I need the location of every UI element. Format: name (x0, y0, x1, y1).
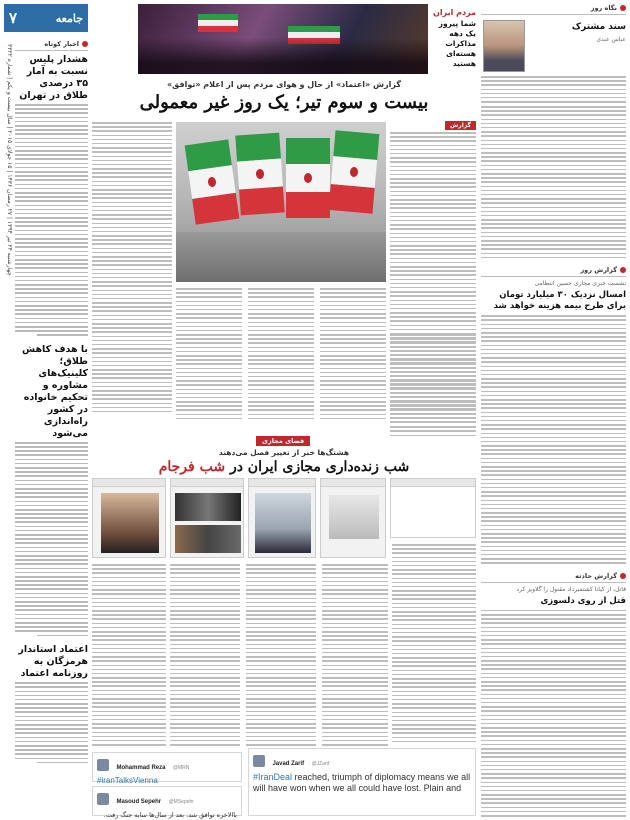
virtual-story-body (246, 564, 316, 746)
main-column (92, 4, 476, 819)
news-headline: امسال نزدیک ۳۰ میلیارد تومان برای طرح بیمه هزینه خواهد شد (493, 290, 626, 312)
tweet-card (92, 786, 242, 819)
tweet-text: reached, triumph of diplomacy means we all will have won when we all could have lost. Plain and (253, 772, 471, 793)
top-story (428, 8, 476, 69)
social-screenshot (170, 478, 244, 558)
virtual-story-kicker: هشتگ‌ها خبر از تغییر فصل می‌دهند (218, 448, 350, 457)
news-tag (481, 266, 626, 277)
left-story-body (15, 442, 88, 636)
tweet-text: باالاخره توافق شد. بعد از سال‌ها سایه جنگ رفت. (103, 811, 237, 819)
left-story-headline: با هدف کاهش طلاق؛ کلینیک‌های مشاوره و تحکیم خانواده در کشور راه‌اندازی می‌شود (22, 343, 88, 439)
editorial-author: عباس عبدی (596, 36, 626, 43)
virtual-story-body (170, 564, 240, 746)
flag-icon (286, 138, 330, 218)
flag-icon (198, 14, 238, 32)
date-line: چهارشنبه ۲۴ تیر ۱۳۹۴ | ۲۷ رمضان ۱۴۳۶ | ۱۵ جولای ۲۰۱۵ | سال بیست و یکم | شماره ۳۳۲۲ (6, 44, 13, 276)
flag-icon (329, 130, 380, 214)
virtual-story-body (392, 544, 476, 742)
bullet-icon (620, 5, 626, 11)
left-story-body (15, 682, 88, 763)
left-column (4, 4, 88, 816)
virtual-story-body (322, 564, 388, 746)
right-column (481, 4, 626, 816)
virtual-headline-prefix: شب زنده‌داری مجازی ایران در (229, 459, 410, 475)
tweet-card (92, 752, 242, 785)
incident-body (481, 610, 626, 817)
incident-headline: قتل از روی دلسوزی (540, 595, 626, 606)
editorial-tag (481, 4, 626, 15)
report-tag: گزارش (445, 121, 476, 130)
short-news-tag (15, 40, 88, 51)
left-story-headline: اعتماد استاندار هرمزگان به روزنامه اعتماد (18, 644, 88, 680)
virtual-headline-highlight: شب فرجام (158, 459, 226, 475)
main-story-headline: بیست و سوم تیر؛ یک روز غیر معمولی (139, 92, 429, 113)
tweet-handle: @MRN (172, 765, 190, 771)
left-story-body (15, 104, 88, 336)
incident-tag-label: گزارش حادثه (575, 571, 617, 580)
page-number: ۷ (9, 10, 18, 27)
main-story-body (176, 288, 242, 419)
tweet-author: Javad Zarif (272, 761, 305, 767)
short-news (15, 36, 88, 763)
top-story-kicker: مردم ایران (433, 8, 476, 17)
bullet-icon (620, 267, 626, 273)
author-portrait (483, 20, 525, 72)
masthead (4, 4, 88, 32)
main-story-body (92, 122, 172, 412)
tweet-author: Masoud Sepehr (116, 799, 162, 805)
section-name: جامعه (55, 11, 83, 25)
news-kicker: نشست خبری مجازی حسین انتظامی (534, 280, 626, 288)
virtual-section-tag: فضای مجازی (256, 436, 310, 446)
short-news-label: اخبار کوتاه (44, 40, 79, 48)
incident-kicker: قاتل، از کیانا کشتمیرداد مقتول را گلاویز کرد (516, 585, 626, 593)
main-story-body (320, 288, 386, 419)
virtual-story-body (92, 564, 166, 746)
bullet-icon (620, 573, 626, 579)
flag-icon (235, 133, 284, 216)
editorial-title: سند مشترک (571, 22, 626, 32)
flag-icon (185, 139, 240, 224)
flags-street-photo (176, 122, 386, 282)
avatar (97, 759, 109, 771)
top-story-headline: شما پیروز یک دهه مذاکرات هسته‌ای هستید (438, 19, 476, 68)
social-screenshot (320, 478, 386, 558)
tweet-handle: @JZarif (311, 761, 330, 767)
tweet-hashtag: #IranDeal (253, 772, 293, 782)
editorial-tag-label: نگاه روز (590, 4, 617, 12)
avatar (97, 793, 109, 805)
social-screenshot (92, 478, 166, 558)
main-story-body (390, 334, 476, 436)
tweet-author: Mohammad Reza (116, 765, 166, 771)
social-screenshot (248, 478, 316, 558)
left-story-headline: هشدار پلیس نسبت به آمار ۳۵ درصدی طلاق در تهران (19, 54, 88, 101)
social-screenshot (390, 478, 476, 538)
avatar (253, 755, 265, 767)
tweet-card-zarif (248, 748, 476, 816)
main-story-kicker: گزارش «اعتماد» از حال و هوای مردم پس از اعلام «توافق» (166, 80, 402, 89)
virtual-story-headline (92, 459, 476, 475)
bullet-icon (82, 41, 88, 47)
tweet-handle: @MSepehr (168, 799, 194, 805)
celebration-photo (138, 4, 428, 74)
incident-tag (481, 572, 626, 583)
tweet-hashtag: #iranTalksVienna (97, 776, 158, 785)
main-story-body (248, 288, 314, 419)
editorial-body (481, 106, 626, 258)
news-tag-label: گزارش روز (580, 266, 617, 275)
news-body (481, 315, 626, 564)
editorial (481, 18, 626, 104)
